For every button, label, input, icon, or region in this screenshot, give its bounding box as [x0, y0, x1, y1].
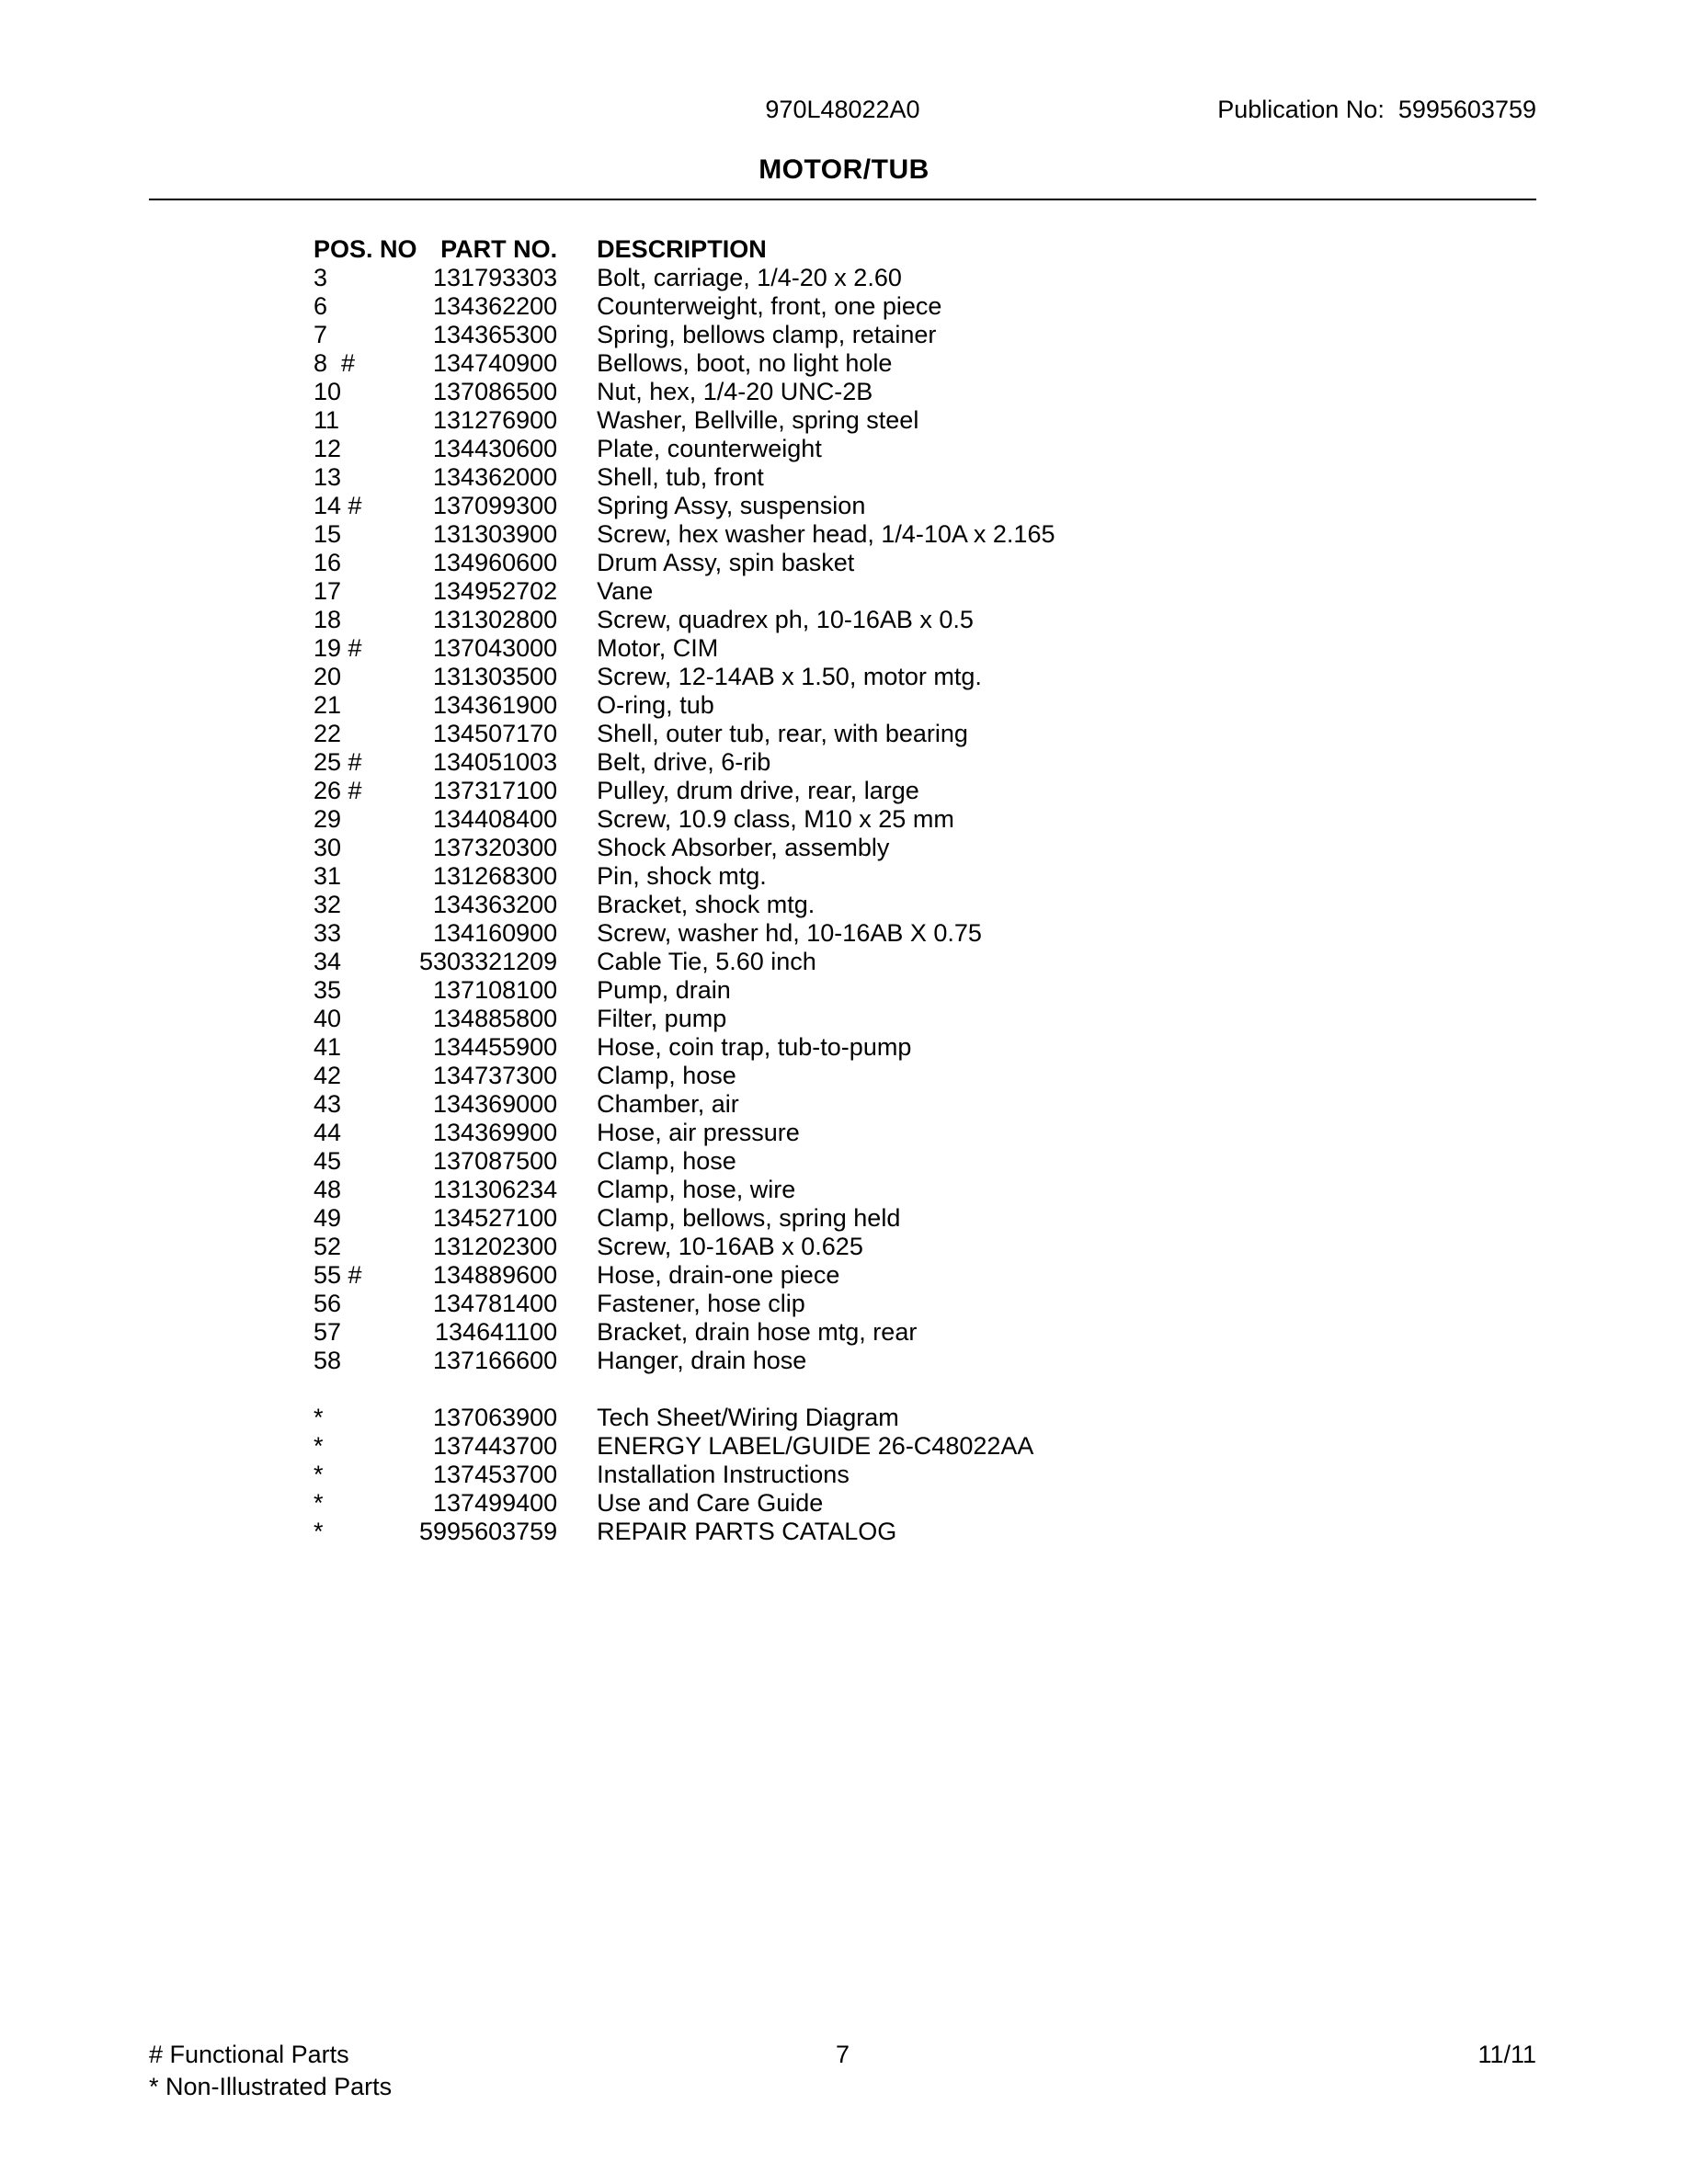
cell-part: 134889600 [433, 1261, 558, 1289]
cell-pos: 26 # [314, 777, 362, 804]
cell-part: 131302800 [433, 606, 558, 633]
table-row [314, 834, 1055, 862]
cell-part: 134051003 [433, 748, 558, 776]
cell-part: 134455900 [433, 1033, 558, 1061]
cell-pos: 25 # [314, 748, 362, 776]
cell-part: 134507170 [433, 720, 558, 747]
cell-pos: * [314, 1518, 324, 1545]
cell-part: 137166600 [433, 1347, 558, 1374]
cell-part: 137443700 [433, 1432, 558, 1460]
column-header-pos: POS. NO [314, 235, 417, 263]
cell-desc: REPAIR PARTS CATALOG [597, 1518, 897, 1545]
cell-desc: Hose, coin trap, tub-to-pump [597, 1033, 912, 1061]
functional-parts-note: # Functional Parts [149, 2041, 349, 2068]
cell-pos: 15 [314, 520, 342, 548]
table-row [314, 606, 1055, 634]
cell-pos: 48 [314, 1176, 342, 1203]
cell-part: 134160900 [433, 919, 558, 947]
document-header [149, 96, 1536, 129]
cell-pos: 57 [314, 1318, 342, 1346]
cell-desc: Pump, drain [597, 976, 731, 1004]
cell-desc: Counterweight, front, one piece [597, 292, 942, 320]
cell-pos: * [314, 1432, 324, 1460]
table-row [314, 321, 1055, 349]
cell-desc: Screw, 10.9 class, M10 x 25 mm [597, 805, 954, 833]
footer-line-1 [149, 2039, 1536, 2071]
cell-desc: Shell, outer tub, rear, with bearing [597, 720, 968, 747]
cell-pos: 8 # [314, 349, 356, 377]
cell-part: 134362000 [433, 463, 558, 491]
cell-desc: Fastener, hose clip [597, 1290, 805, 1317]
page-footer [149, 2039, 1536, 2103]
cell-part: 134365300 [433, 321, 558, 348]
cell-desc: Clamp, hose, wire [597, 1176, 796, 1203]
cell-pos: 10 [314, 378, 342, 405]
cell-part: 134369900 [433, 1119, 558, 1146]
cell-part: 137063900 [433, 1404, 558, 1431]
cell-pos: 16 [314, 549, 342, 576]
cell-pos: 42 [314, 1062, 342, 1089]
cell-part: 134527100 [433, 1204, 558, 1232]
cell-part: 134362200 [433, 292, 558, 320]
table-row [314, 1119, 1055, 1147]
cell-part: 134952702 [433, 577, 558, 605]
cell-desc [557, 1375, 1055, 1404]
table-row [314, 805, 1055, 834]
cell-pos: 56 [314, 1290, 342, 1317]
cell-pos: 32 [314, 891, 342, 918]
cell-desc: Belt, drive, 6-rib [597, 748, 771, 776]
cell-desc: Shock Absorber, assembly [597, 834, 890, 861]
cell-part: 134885800 [433, 1005, 558, 1032]
cell-pos: * [314, 1489, 324, 1517]
table-row [314, 549, 1055, 577]
table-row [314, 1090, 1055, 1119]
cell-pos: 40 [314, 1005, 342, 1032]
cell-desc: Use and Care Guide [597, 1489, 824, 1517]
cell-part: 137453700 [433, 1461, 558, 1488]
cell-desc: Spring Assy, suspension [597, 492, 866, 519]
table-row [314, 691, 1055, 720]
title-divider [149, 199, 1536, 200]
cell-desc: Clamp, bellows, spring held [597, 1204, 901, 1232]
table-row [314, 1062, 1055, 1090]
cell-pos: 58 [314, 1347, 342, 1374]
parts-table-container [314, 235, 1055, 1546]
table-row [314, 1461, 1055, 1489]
cell-desc: Bracket, shock mtg. [597, 891, 815, 918]
cell-part: 134363200 [433, 891, 558, 918]
cell-desc: Washer, Bellville, spring steel [597, 406, 919, 434]
cell-desc: Cable Tie, 5.60 inch [597, 948, 816, 975]
cell-desc: Screw, 12-14AB x 1.50, motor mtg. [597, 663, 982, 690]
cell-part: 137043000 [433, 634, 558, 662]
cell-desc: Nut, hex, 1/4-20 UNC-2B [597, 378, 873, 405]
table-row [314, 264, 1055, 292]
cell-pos: 3 [314, 264, 328, 291]
cell-pos: 17 [314, 577, 342, 605]
cell-desc: Vane [597, 577, 654, 605]
cell-pos: 49 [314, 1204, 342, 1232]
cell-pos: 55 # [314, 1261, 362, 1289]
cell-pos: 7 [314, 321, 328, 348]
cell-part: 131202300 [433, 1233, 558, 1260]
cell-desc: Shell, tub, front [597, 463, 764, 491]
table-row [314, 520, 1055, 549]
cell-desc: Tech Sheet/Wiring Diagram [597, 1404, 899, 1431]
cell-part: 131306234 [433, 1176, 558, 1203]
table-row [314, 948, 1055, 976]
cell-desc: Spring, bellows clamp, retainer [597, 321, 937, 348]
cell-pos: 12 [314, 435, 342, 462]
cell-part: 137086500 [433, 378, 558, 405]
cell-pos: 43 [314, 1090, 342, 1118]
cell-pos: 31 [314, 862, 342, 890]
revision-date: 11/11 [1477, 2041, 1536, 2068]
cell-pos: 30 [314, 834, 342, 861]
non-illustrated-note: * Non-Illustrated Parts [149, 2073, 393, 2100]
cell-desc: Pin, shock mtg. [597, 862, 767, 890]
cell-part: 134641100 [435, 1318, 558, 1346]
cell-desc: Screw, washer hd, 10-16AB X 0.75 [597, 919, 982, 947]
cell-part: 131276900 [433, 406, 558, 434]
cell-part [419, 1375, 557, 1404]
cell-pos: 11 [314, 406, 340, 434]
cell-desc: Filter, pump [597, 1005, 727, 1032]
cell-desc: Clamp, hose [597, 1147, 736, 1175]
cell-desc: Screw, hex washer head, 1/4-10A x 2.165 [597, 520, 1055, 548]
cell-part: 5995603759 [419, 1518, 558, 1545]
cell-desc: Screw, 10-16AB x 0.625 [597, 1233, 863, 1260]
cell-pos: 13 [314, 463, 342, 491]
cell-desc: Chamber, air [597, 1090, 739, 1118]
publication-number: Publication No: 5995603759 [1217, 96, 1536, 123]
cell-pos: 22 [314, 720, 342, 747]
table-row [314, 1318, 1055, 1347]
cell-part: 134737300 [433, 1062, 558, 1089]
table-row [314, 1033, 1055, 1062]
table-row [314, 406, 1055, 435]
cell-pos [314, 1375, 419, 1404]
cell-desc: Motor, CIM [597, 634, 719, 662]
cell-desc: Pulley, drum drive, rear, large [597, 777, 919, 804]
cell-desc: Hose, air pressure [597, 1119, 800, 1146]
cell-desc: O-ring, tub [597, 691, 714, 719]
cell-pos: 6 [314, 292, 328, 320]
table-row [314, 862, 1055, 891]
cell-part: 134960600 [433, 549, 558, 576]
cell-pos: 20 [314, 663, 342, 690]
table-row [314, 435, 1055, 463]
table-row [314, 1147, 1055, 1176]
cell-part: 137320300 [433, 834, 558, 861]
table-row [314, 463, 1055, 492]
cell-part: 134408400 [433, 805, 558, 833]
cell-part: 134740900 [433, 349, 558, 377]
cell-part: 137087500 [433, 1147, 558, 1175]
table-row [314, 1404, 1055, 1432]
cell-pos: 45 [314, 1147, 342, 1175]
cell-part: 131268300 [433, 862, 558, 890]
cell-pos: 41 [314, 1033, 342, 1061]
cell-pos: 29 [314, 805, 342, 833]
cell-pos: 44 [314, 1119, 342, 1146]
cell-desc: Hanger, drain hose [597, 1347, 807, 1374]
table-row [314, 292, 1055, 321]
page-number: 7 [835, 2041, 850, 2068]
table-row [314, 1518, 1055, 1546]
cell-desc: Bellows, boot, no light hole [597, 349, 893, 377]
table-row [314, 1176, 1055, 1204]
cell-pos: 34 [314, 948, 342, 975]
table-row [314, 492, 1055, 520]
table-row [314, 1489, 1055, 1518]
table-row [314, 919, 1055, 948]
cell-desc: Drum Assy, spin basket [597, 549, 855, 576]
cell-part: 131303900 [433, 520, 558, 548]
header-row [314, 235, 1055, 264]
table-row [314, 663, 1055, 691]
table-row [314, 634, 1055, 663]
page-title: MOTOR/TUB [758, 154, 930, 185]
table-row [314, 720, 1055, 748]
spacer-row [314, 1375, 1055, 1404]
cell-pos: 35 [314, 976, 342, 1004]
cell-part: 134781400 [433, 1290, 558, 1317]
cell-desc: Installation Instructions [597, 1461, 850, 1488]
cell-part: 5303321209 [419, 948, 558, 975]
table-row [314, 378, 1055, 406]
cell-part: 137317100 [433, 777, 558, 804]
cell-desc: Clamp, hose [597, 1062, 736, 1089]
cell-pos: 14 # [314, 492, 362, 519]
table-row [314, 891, 1055, 919]
cell-part: 134369000 [433, 1090, 558, 1118]
cell-pos: * [314, 1461, 324, 1488]
column-header-part: PART NO. [440, 235, 558, 263]
parts-table [314, 235, 1055, 1546]
table-row [314, 777, 1055, 805]
table-row [314, 1432, 1055, 1461]
column-header-desc: DESCRIPTION [597, 235, 767, 263]
cell-desc: Bracket, drain hose mtg, rear [597, 1318, 918, 1346]
table-row [314, 1261, 1055, 1290]
table-row [314, 1005, 1055, 1033]
cell-part: 131793303 [433, 264, 558, 291]
cell-desc: Plate, counterweight [597, 435, 822, 462]
table-row [314, 748, 1055, 777]
table-row [314, 1347, 1055, 1375]
cell-part: 134361900 [433, 691, 558, 719]
cell-part: 137108100 [433, 976, 558, 1004]
cell-pos: 52 [314, 1233, 342, 1260]
cell-part: 134430600 [433, 435, 558, 462]
cell-part: 137499400 [433, 1489, 558, 1517]
model-number: 970L48022A0 [765, 96, 920, 123]
cell-pos: 33 [314, 919, 342, 947]
table-row [314, 349, 1055, 378]
cell-desc: ENERGY LABEL/GUIDE 26-C48022AA [597, 1432, 1034, 1460]
cell-desc: Screw, quadrex ph, 10-16AB x 0.5 [597, 606, 974, 633]
cell-pos: 18 [314, 606, 342, 633]
parts-table-header [314, 235, 1055, 264]
cell-part: 131303500 [433, 663, 558, 690]
cell-pos: 19 # [314, 634, 362, 662]
cell-part: 137099300 [433, 492, 558, 519]
table-row [314, 1290, 1055, 1318]
cell-desc: Hose, drain-one piece [597, 1261, 840, 1289]
parts-table-body [314, 264, 1055, 1546]
footer-line-2 [149, 2071, 1536, 2103]
cell-pos: * [314, 1404, 324, 1431]
table-row [314, 1233, 1055, 1261]
cell-desc: Bolt, carriage, 1/4-20 x 2.60 [597, 264, 902, 291]
table-row [314, 577, 1055, 606]
table-row [314, 1204, 1055, 1233]
table-row [314, 976, 1055, 1005]
cell-pos: 21 [314, 691, 342, 719]
